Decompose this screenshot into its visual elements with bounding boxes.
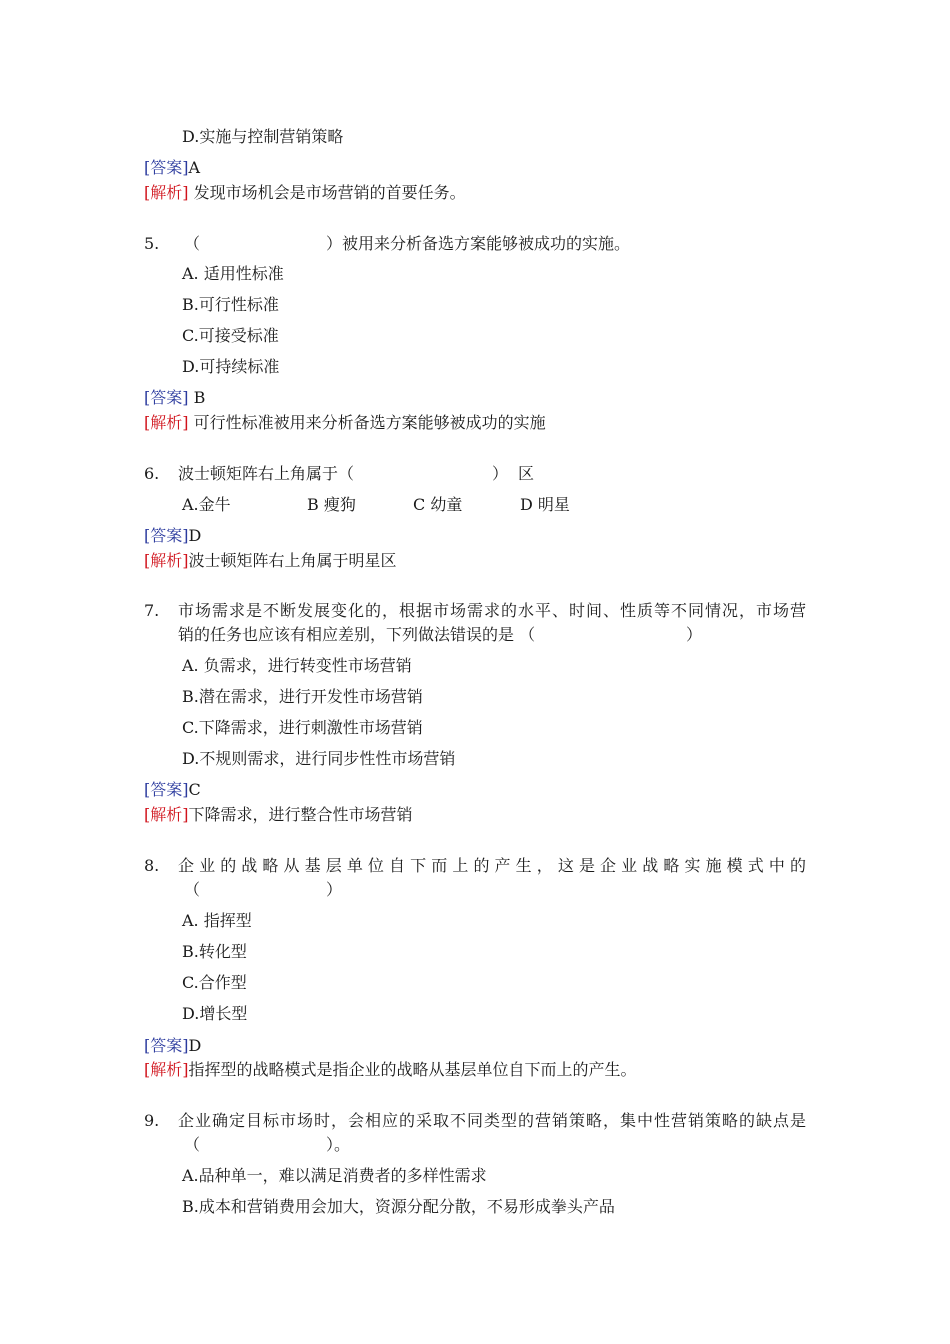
option-c: C.下降需求，进行刺激性市场营销 bbox=[182, 718, 423, 737]
explanation-line bbox=[144, 804, 413, 826]
option-a: A. 指挥型 bbox=[182, 911, 252, 930]
question-stem: ）被用来分析备选方案能够被成功的实施。 bbox=[326, 234, 631, 253]
explanation-text: 可行性标准被用来分析备选方案能够被成功的实施 bbox=[188, 413, 546, 432]
explanation-text: 指挥型的战略模式是指企业的战略从基层单位自下而上的产生。 bbox=[188, 1060, 637, 1079]
question-stem-line1: 企业确定目标市场时，会相应的采取不同类型的营销策略，集中性营销策略的缺点是 bbox=[178, 1111, 806, 1130]
option-d: D.不规则需求，进行同步性性市场营销 bbox=[182, 749, 456, 768]
option-b: B.可行性标准 bbox=[182, 295, 279, 314]
question-stem: 波士顿矩阵右上角属于（ bbox=[178, 464, 355, 483]
explanation-tag: [解析] bbox=[144, 1060, 189, 1079]
option-b: B.潜在需求，进行开发性市场营销 bbox=[182, 687, 423, 706]
answer-value: D bbox=[188, 526, 202, 545]
answer-line bbox=[144, 387, 205, 409]
blank-close: ） bbox=[326, 880, 343, 899]
option-b: B.转化型 bbox=[182, 942, 247, 961]
explanation-text: 波士顿矩阵右上角属于明星区 bbox=[188, 551, 397, 570]
explanation-tag: [解析] bbox=[144, 805, 189, 824]
option-a: A.品种单一，难以满足消费者的多样性需求 bbox=[182, 1166, 487, 1185]
explanation-line bbox=[144, 550, 397, 572]
blank-close: ） bbox=[492, 464, 509, 483]
answer-tag: [答案] bbox=[144, 1036, 189, 1055]
option-c: C 幼童 bbox=[413, 495, 463, 514]
question-number: 8. bbox=[144, 856, 160, 875]
answer-tag: [答案] bbox=[144, 388, 189, 407]
option-c: C.可接受标准 bbox=[182, 326, 279, 345]
explanation-tag: [解析] bbox=[144, 551, 189, 570]
explanation-line bbox=[144, 182, 466, 204]
option-b: B.成本和营销费用会加大，资源分配分散，不易形成拳头产品 bbox=[182, 1197, 615, 1216]
question-number: 5. bbox=[144, 234, 160, 253]
option-d: D.可持续标准 bbox=[182, 357, 280, 376]
blank-close: ） bbox=[686, 625, 703, 644]
blank-open: （ bbox=[184, 1135, 201, 1154]
question-stem-line1: 市场需求是不断发展变化的，根据市场需求的水平、时间、性质等不同情况，市场营 bbox=[178, 601, 806, 620]
question-stem-line1: 企业的战略从基层单位自下而上的产生，这是企业战略实施模式中的 bbox=[178, 856, 806, 875]
option-a: A. 适用性标准 bbox=[182, 264, 284, 283]
option-d: D.实施与控制营销策略 bbox=[182, 127, 344, 146]
option-c: C.合作型 bbox=[182, 973, 247, 992]
answer-line bbox=[144, 1035, 201, 1057]
question-stem-end: 区 bbox=[518, 464, 535, 483]
explanation-tag: [解析] bbox=[144, 413, 189, 432]
answer-tag: [答案] bbox=[144, 780, 189, 799]
explanation-line bbox=[144, 1059, 637, 1081]
answer-tag: [答案] bbox=[144, 158, 189, 177]
option-a: A. 负需求，进行转变性市场营销 bbox=[182, 656, 412, 675]
answer-line bbox=[144, 525, 201, 547]
answer-line bbox=[144, 157, 200, 179]
question-number: 9. bbox=[144, 1111, 160, 1130]
question-number: 6. bbox=[144, 464, 160, 483]
option-d: D 明星 bbox=[520, 495, 570, 514]
option-d: D.增长型 bbox=[182, 1004, 248, 1023]
answer-value: C bbox=[188, 780, 201, 799]
blank-close: ）。 bbox=[326, 1135, 351, 1154]
explanation-text: 发现市场机会是市场营销的首要任务。 bbox=[188, 183, 466, 202]
explanation-line bbox=[144, 412, 546, 434]
answer-value: A bbox=[188, 158, 201, 177]
answer-value: D bbox=[188, 1036, 202, 1055]
option-b: B 瘦狗 bbox=[307, 495, 356, 514]
option-a: A.金牛 bbox=[182, 495, 231, 514]
answer-tag: [答案] bbox=[144, 526, 189, 545]
blank-open: （ bbox=[184, 234, 201, 253]
answer-value: B bbox=[188, 388, 206, 407]
explanation-text: 下降需求，进行整合性市场营销 bbox=[188, 805, 413, 824]
blank-open: （ bbox=[184, 880, 201, 899]
question-stem-line2: 销的任务也应该有相应差别，下列做法错误的是 （ bbox=[178, 625, 536, 644]
answer-line bbox=[144, 779, 201, 801]
explanation-tag: [解析] bbox=[144, 183, 189, 202]
question-number: 7. bbox=[144, 601, 160, 620]
